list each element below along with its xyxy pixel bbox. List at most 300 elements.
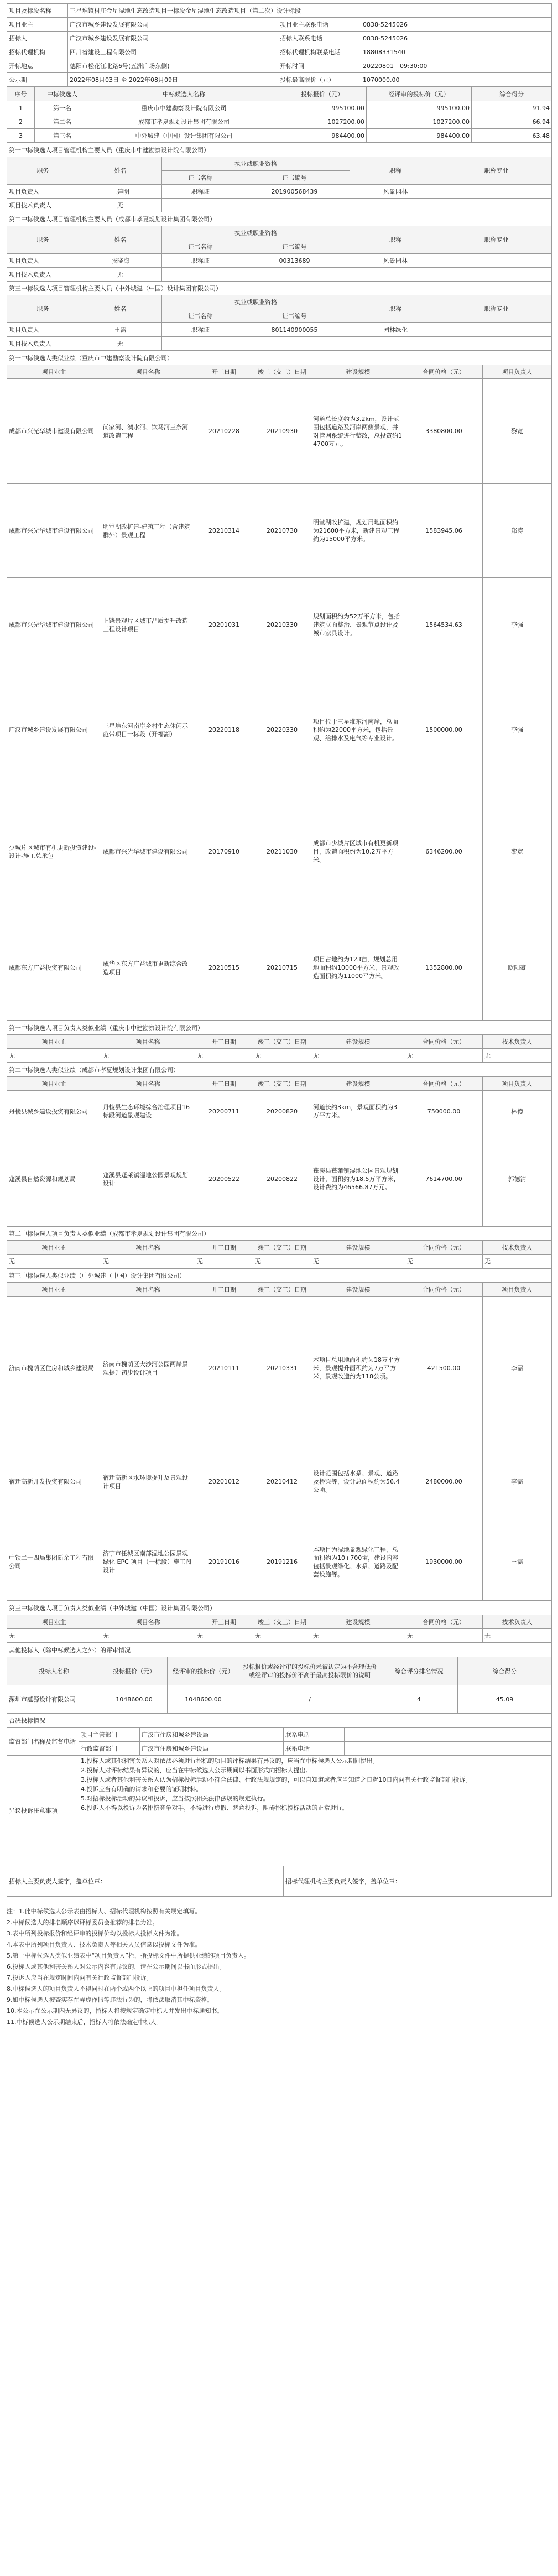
cell: 20200822 — [253, 1132, 311, 1226]
col-manager: 项目负责人 — [483, 365, 552, 379]
cell: 无 — [311, 1255, 405, 1268]
col-pos: 职务 — [7, 157, 79, 185]
col-start: 开工日期 — [195, 1035, 253, 1049]
owner-phone-label: 项目业主联系电话 — [278, 18, 361, 32]
cell: 801140900055 — [239, 323, 350, 337]
cell: 无 — [79, 268, 162, 282]
cell: 河道长约3km，景观面积约为3万平方米。 — [311, 1091, 405, 1132]
col-rank: 中标候选人 — [35, 87, 90, 101]
owner-phone-value: 0838-5245026 — [361, 18, 552, 32]
table-row — [7, 1440, 552, 1523]
col-major: 职称专业 — [441, 295, 552, 323]
col-cert-name: 证书名称 — [162, 240, 239, 254]
cell: 20210412 — [253, 1440, 311, 1523]
cell: 无 — [101, 1255, 195, 1268]
other-title: 其他投标人（除中标候选人之外）的评审情况 — [7, 1643, 552, 1657]
supervision-table — [7, 1727, 552, 1897]
cell: 宿迁高新开发投资有限公司 — [7, 1440, 101, 1523]
cell: 1352800.00 — [405, 915, 483, 1021]
owner-label: 项目业主 — [7, 18, 68, 32]
project-name-label: 项目及标段名称 — [7, 4, 68, 18]
dept2-label: 行政监督部门 — [79, 1742, 140, 1756]
col-tech: 技术负责人 — [483, 1241, 552, 1255]
cell: 2480000.00 — [405, 1440, 483, 1523]
col-cert-name: 证书名称 — [162, 309, 239, 323]
col-scale: 建设规模 — [311, 1615, 405, 1629]
cell: 20210715 — [253, 915, 311, 1021]
table-row — [7, 268, 552, 282]
reject-label: 否决投标情况 — [7, 1714, 101, 1727]
cell: 成都东方广益投资有限公司 — [7, 915, 101, 1021]
cell: 广汉市城乡建设发展有限公司 — [7, 672, 101, 788]
cell: 750000.00 — [405, 1091, 483, 1132]
cell: 无 — [311, 1629, 405, 1643]
agent-sign: 招标人主要负责人签字，盖单位章： — [7, 1866, 284, 1897]
complaint-item: 2.投标人对评标结果有异议的，应当在中标候选人公示期间以书面形式向招标人提出。 — [81, 1767, 312, 1774]
cell — [350, 268, 441, 282]
cell: 中外城建（中国）设计集团有限公司 — [90, 129, 278, 143]
note-item: 6.投标人或其他利害关系人对公示内容有异议的，请在公示期间以书面形式提出。 — [7, 1963, 226, 1970]
col-owner: 项目业主 — [7, 1283, 101, 1297]
col-manager: 项目负责人 — [483, 1283, 552, 1297]
dept2-phone-label: 联系电话 — [284, 1742, 345, 1756]
col-manager: 项目负责人 — [483, 1077, 552, 1091]
cell: 职称证 — [162, 254, 239, 268]
col-owner: 项目业主 — [7, 1241, 101, 1255]
cell: 91.94 — [472, 101, 552, 115]
col-scale: 建设规模 — [311, 1241, 405, 1255]
cell: 第一名 — [35, 101, 90, 115]
owner-value: 广汉市城乡建设发展有限公司 — [68, 18, 278, 32]
cell: 20191016 — [195, 1523, 253, 1601]
cell: 丹棱县城乡建设投资有限公司 — [7, 1091, 101, 1132]
col-project: 项目名称 — [101, 1035, 195, 1049]
cell: 项目占地约为123亩，规划总用地面积约10000平方米，景观改造面积约为11000平方米。 — [311, 915, 405, 1021]
cell: 20210111 — [195, 1297, 253, 1440]
cell: 无 — [7, 1255, 101, 1268]
cell: 无 — [405, 1255, 483, 1268]
cell — [441, 185, 552, 199]
cell: 无 — [405, 1049, 483, 1063]
cell: 1027200.00 — [278, 115, 367, 129]
cell: 黎宽 — [483, 788, 552, 915]
col-scale: 建设规模 — [311, 1077, 405, 1091]
cell: 重庆市中建勘察设计院有限公司 — [90, 101, 278, 115]
place-value: 德阳市松花江北路6号(五洲广场东侧) — [68, 59, 278, 73]
cell: 无 — [483, 1629, 552, 1643]
place-label: 开标地点 — [7, 59, 68, 73]
note-item: 11.中标候选人公示期结束后，招标人将依法确定中标人。 — [7, 2018, 163, 2026]
cell: 1048600.00 — [168, 1685, 239, 1714]
cell: 职称证 — [162, 185, 239, 199]
agent-label: 招标人 — [7, 32, 68, 45]
cell — [441, 254, 552, 268]
cell: 无 — [483, 1049, 552, 1063]
col-cert: 执业或职业资格 — [162, 295, 350, 309]
cell: 项目负责人 — [7, 185, 79, 199]
other-bidders-table — [7, 1643, 552, 1727]
table-row — [7, 129, 552, 143]
cell: 无 — [7, 1049, 101, 1063]
perf1-title: 第一中标候选人类似业绩（重庆市中建勘察设计院有限公司） — [7, 351, 552, 365]
col-tech: 技术负责人 — [483, 1035, 552, 1049]
table-row — [7, 101, 552, 115]
perf5-title: 第三中标候选人类似业绩（中外城建（中国）设计集团有限公司） — [7, 1269, 552, 1283]
cell: 少城片区城市有机更新投资建设-设计-施工总承包 — [7, 788, 101, 915]
cell: 421500.00 — [405, 1297, 483, 1440]
cell — [350, 199, 441, 212]
col-price: 合同价格（元） — [405, 1035, 483, 1049]
cell: 王需 — [79, 323, 162, 337]
cell: 20210331 — [253, 1297, 311, 1440]
cell: 20211030 — [253, 788, 311, 915]
col-tech: 技术负责人 — [483, 1615, 552, 1629]
note-item: 3.表中所列投标报价和经评审的投标价均以投标人投标文件为准。 — [7, 1930, 183, 1937]
cell: 风景园林 — [350, 185, 441, 199]
col-start: 开工日期 — [195, 1077, 253, 1091]
cell: 成华区东方广益城市更新综合改造项目 — [101, 915, 195, 1021]
complaint-item: 5.对招标投标活动的异议和投诉，应当按照相关法律法规的规定执行。 — [81, 1795, 269, 1802]
cell: 明堂湖改扩建，规划用地面积约为21600平方米，新建景观工程约为15000平方米。 — [311, 484, 405, 578]
col-seq: 序号 — [7, 87, 35, 101]
cell: 无 — [253, 1629, 311, 1643]
complaint-label: 异议投诉注意事项 — [7, 1756, 79, 1866]
col-owner: 项目业主 — [7, 365, 101, 379]
complaint-item: 1.投标人或其他利害关系人对依法必须进行招标的项目的评标结果有异议的，应当在中标候选人公示期间提出。 — [81, 1757, 379, 1765]
agent-phone-value: 0838-5245026 — [361, 32, 552, 45]
col-project: 项目名称 — [101, 1283, 195, 1297]
complaint-item: 6.投诉人不得以投诉为名排挤竞争对手，不得进行虚假、恶意投诉，阻碍招标投标活动的正常进行。 — [81, 1804, 348, 1812]
cell: 成都市少城片区城市有机更新项目，改造面积约为10.2万平方米。 — [311, 788, 405, 915]
cell: 2 — [7, 115, 35, 129]
cell — [239, 199, 350, 212]
cell: 园林绿化 — [350, 323, 441, 337]
cell: 20210730 — [253, 484, 311, 578]
table-row — [7, 199, 552, 212]
table-row — [7, 1523, 552, 1601]
perf6-table — [7, 1601, 552, 1643]
cell: 无 — [195, 1255, 253, 1268]
col-cert-no: 证书编号 — [239, 309, 350, 323]
col-bid: 投标报价（元） — [101, 1657, 168, 1685]
col-end: 竣工（交工）日期 — [253, 365, 311, 379]
col-end: 竣工（交工）日期 — [253, 1241, 311, 1255]
table-row — [7, 578, 552, 672]
time-value: 20220801－09:30:00 — [361, 59, 552, 73]
table-row — [7, 1049, 552, 1063]
cell: 本项目为湿地景观绿化工程，总面积约为10+700亩，建设内容包括景观绿化、水系、道路及配套设施等。 — [311, 1523, 405, 1601]
col-project: 项目名称 — [101, 1241, 195, 1255]
note-item: 2.中标候选人的排名顺序以评标委员会推荐的排名为准。 — [7, 1919, 159, 1926]
col-cert-no: 证书编号 — [239, 171, 350, 185]
perf6-title: 第三中标候选人项目负责人类似业绩（中外城建（中国）设计集团有限公司） — [7, 1601, 552, 1615]
note-item: 注：1.此中标候选人公示表由招标人、招标代理机构按照有关规定填写。 — [7, 1908, 201, 1915]
cell: 4 — [380, 1685, 458, 1714]
complaint-item: 4.投诉应当有明确的请求和必要的证明材料。 — [81, 1786, 202, 1793]
col-title: 职称 — [350, 157, 441, 185]
table-row — [7, 379, 552, 484]
cell — [239, 337, 350, 351]
leaders-sec3: 第三中标候选人项目管理机构主要人员（中外城建（中国）设计集团有限公司） — [7, 282, 552, 295]
cell: 1048600.00 — [101, 1685, 168, 1714]
cell — [441, 323, 552, 337]
cell: 上饶景观片区城市品质提升改造工程设计项目 — [101, 578, 195, 672]
announcement-page — [7, 3, 551, 2027]
col-rank: 综合评分排名情况 — [380, 1657, 458, 1685]
col-cert-name: 证书名称 — [162, 171, 239, 185]
cell: 无 — [311, 1049, 405, 1063]
cell: 设计范围包括水系、景观、道路及桥梁等，设计总面积约为56.4公顷。 — [311, 1440, 405, 1523]
table-row — [7, 484, 552, 578]
col-project: 项目名称 — [101, 1077, 195, 1091]
cell: 项目技术负责人 — [7, 268, 79, 282]
col-price: 合同价格（元） — [405, 1241, 483, 1255]
col-reviewed: 经评审的投标价（元） — [367, 87, 472, 101]
cell: 20170910 — [195, 788, 253, 915]
cell: 1583945.06 — [405, 484, 483, 578]
supervise-label: 监督部门名称及监督电话 — [7, 1728, 79, 1756]
period-value: 2022年08月03日 至 2022年08月09日 — [68, 73, 278, 87]
cell: 规划面积约为52万平方米，包括建筑立面整治、景观节点设计及城市家具设计。 — [311, 578, 405, 672]
cell: 蓬溪县蓬莱镇湿地公园景观规划设计 — [101, 1132, 195, 1226]
col-score: 综合得分 — [458, 1657, 552, 1685]
cell: 成都市兴光华城市建设有限公司 — [7, 379, 101, 484]
cell: 00313689 — [239, 254, 350, 268]
cell: 7614700.00 — [405, 1132, 483, 1226]
leaders-sec1: 第一中标候选人项目管理机构主要人员（重庆市中建勘察设计院有限公司） — [7, 143, 552, 157]
cell: 20200711 — [195, 1091, 253, 1132]
col-price: 合同价格（元） — [405, 365, 483, 379]
perf2-title: 第一中标候选人项目负责人类似业绩（重庆市中建勘察设计院有限公司） — [7, 1021, 552, 1035]
cell: 三星堆东河南岸乡村生态休闲示范带项目一标段（开福湖） — [101, 672, 195, 788]
cell: 蓬溪县蓬莱镇湿地公园景观规划设计，面积约为18.5万平方米，设计费约为46566.87万元。 — [311, 1132, 405, 1226]
table-row — [7, 115, 552, 129]
agent-phone-label: 招标人联系电话 — [278, 32, 361, 45]
col-major: 职称专业 — [441, 157, 552, 185]
cell: 张晓海 — [79, 254, 162, 268]
cell: 无 — [7, 1629, 101, 1643]
col-scale: 建设规模 — [311, 1035, 405, 1049]
cell: 无 — [101, 1629, 195, 1643]
table-row — [7, 254, 552, 268]
cell: 3380800.00 — [405, 379, 483, 484]
cell: 王建明 — [79, 185, 162, 199]
table-row — [7, 185, 552, 199]
table-row — [7, 323, 552, 337]
col-owner: 项目业主 — [7, 1035, 101, 1049]
col-reviewed: 经评审的投标价（元） — [168, 1657, 239, 1685]
cell: 无 — [253, 1255, 311, 1268]
cell: 李需 — [483, 1440, 552, 1523]
col-cert: 执业或职业资格 — [162, 157, 350, 171]
cell: 66.94 — [472, 115, 552, 129]
perf5-table — [7, 1268, 552, 1601]
col-end: 竣工（交工）日期 — [253, 1283, 311, 1297]
col-pos: 职务 — [7, 226, 79, 254]
cell: 济南市槐荫区住房和城乡建设局 — [7, 1297, 101, 1440]
cell: 45.09 — [458, 1685, 552, 1714]
col-score: 综合得分 — [472, 87, 552, 101]
table-row — [7, 1685, 552, 1714]
dept1-phone — [345, 1728, 552, 1742]
perf2-table — [7, 1021, 552, 1063]
cell — [350, 337, 441, 351]
col-title: 职称 — [350, 226, 441, 254]
period-label: 公示期 — [7, 73, 68, 87]
cell — [441, 199, 552, 212]
col-note: 投标报价或经评审的投标价未被认定为不合理低价或经评审的投标价不高于最高投标限价的说明 — [239, 1657, 380, 1685]
cell: 明堂湖改扩建-建筑工程（含建筑群外）景观工程 — [101, 484, 195, 578]
cell: 20210330 — [253, 578, 311, 672]
cell: 河道总长度约为3.2km，设计范围包括道路及河岸两侧景观，并对管网系统进行整改，总投资约14700万元。 — [311, 379, 405, 484]
col-major: 职称专业 — [441, 226, 552, 254]
perf3-title: 第二中标候选人类似业绩（成都市孝夏规划设计集团有限公司） — [7, 1063, 552, 1077]
col-pos: 职务 — [7, 295, 79, 323]
cell: 项目位于三星堆东河南岸，总面积约为22000平方米，包括景观、给排水及电气等专业设计。 — [311, 672, 405, 788]
perf4-title: 第二中标候选人项目负责人类似业绩（成都市孝夏规划设计集团有限公司） — [7, 1227, 552, 1241]
note-item: 10.本公示在公示期内无异议的，招标人将按规定确定中标人并发出中标通知书。 — [7, 2007, 223, 2015]
project-name: 三星堆镇村庄金星湿地生态改造项目一标段金星湿地生态改造项目（第二次）设计标段 — [68, 4, 552, 18]
cell: 项目负责人 — [7, 254, 79, 268]
table-row — [7, 1255, 552, 1268]
note-item: 8.中标候选人的项目负责人不得同时在两个或两个以上的项目中担任项目负责人。 — [7, 1985, 226, 1992]
cell: 1930000.00 — [405, 1523, 483, 1601]
cell: 成都市孝夏规划设计集团有限公司 — [90, 115, 278, 129]
col-owner: 项目业主 — [7, 1077, 101, 1091]
col-bid: 投标报价（元） — [278, 87, 367, 101]
cell: 1027200.00 — [367, 115, 472, 129]
cell: 995100.00 — [278, 101, 367, 115]
col-price: 合同价格（元） — [405, 1615, 483, 1629]
notes — [7, 1907, 551, 2027]
col-candidate: 中标候选人名称 — [90, 87, 278, 101]
col-project: 项目名称 — [101, 365, 195, 379]
cell: 济南市槐荫区大沙河公园两岸景观提升初步设计项目 — [101, 1297, 195, 1440]
candidates-table — [7, 87, 552, 143]
cell: 项目技术负责人 — [7, 337, 79, 351]
col-start: 开工日期 — [195, 1615, 253, 1629]
cell: 黎宽 — [483, 379, 552, 484]
cell — [162, 268, 239, 282]
agent-value: 广汉市城乡建设发展有限公司 — [68, 32, 278, 45]
col-end: 竣工（交工）日期 — [253, 1615, 311, 1629]
cell: 无 — [79, 199, 162, 212]
cell: 郑涛 — [483, 484, 552, 578]
col-cert: 执业或职业资格 — [162, 226, 350, 240]
cell: 20210515 — [195, 915, 253, 1021]
proxy-label: 招标代理机构 — [7, 45, 68, 59]
cell: 3 — [7, 129, 35, 143]
cell — [239, 268, 350, 282]
cell: 无 — [195, 1049, 253, 1063]
proxy-phone-value: 18808331540 — [361, 45, 552, 59]
proxy-sign: 招标代理机构主要负责人签字，盖单位章： — [284, 1866, 552, 1897]
col-start: 开工日期 — [195, 365, 253, 379]
cell: 丹棱县生态环境综合治理项目16标段河道景观建设 — [101, 1091, 195, 1132]
table-row — [7, 1091, 552, 1132]
cell: 20220118 — [195, 672, 253, 788]
col-end: 竣工（交工）日期 — [253, 1077, 311, 1091]
cell — [162, 337, 239, 351]
col-bidder: 投标人名称 — [7, 1657, 101, 1685]
leaders-table — [7, 143, 552, 351]
cell: / — [239, 1685, 380, 1714]
cell: 成都市兴光华城市建设有限公司 — [101, 788, 195, 915]
dept2-phone — [345, 1742, 552, 1756]
cell — [441, 268, 552, 282]
cell: 项目负责人 — [7, 323, 79, 337]
table-row — [7, 672, 552, 788]
price-value: 1070000.00 — [361, 73, 552, 87]
cell: 20191216 — [253, 1523, 311, 1601]
cell: 1564534.63 — [405, 578, 483, 672]
cell: 成都市兴光华城市建设有限公司 — [7, 484, 101, 578]
col-cert-no: 证书编号 — [239, 240, 350, 254]
cell: 林德 — [483, 1091, 552, 1132]
cell: 无 — [101, 1049, 195, 1063]
cell: 欧阳豪 — [483, 915, 552, 1021]
cell: 本项目总用地面积约为18万平方米，景观提升面积约为7万平方米，景观改造约为118公顷。 — [311, 1297, 405, 1440]
dept2-value: 广汉市住房和城乡建设局 — [140, 1742, 284, 1756]
cell: 20220330 — [253, 672, 311, 788]
col-owner: 项目业主 — [7, 1615, 101, 1629]
complaint-text — [79, 1756, 552, 1866]
cell: 郭德清 — [483, 1132, 552, 1226]
note-item: 4.本表中所列项目负责人、技术负责人等相关人员信息以投标文件为准。 — [7, 1941, 201, 1948]
cell: 中铁二十四局集团新余工程有限公司 — [7, 1523, 101, 1601]
cell: 63.48 — [472, 129, 552, 143]
cell: 无 — [405, 1629, 483, 1643]
cell: 项目技术负责人 — [7, 199, 79, 212]
table-row — [7, 1297, 552, 1440]
proxy-value: 四川省建设工程有限公司 — [68, 45, 278, 59]
cell: 20210228 — [195, 379, 253, 484]
cell: 984400.00 — [367, 129, 472, 143]
cell: 尚家河、漓水河、饮马河三条河道改造工程 — [101, 379, 195, 484]
col-title: 职称 — [350, 295, 441, 323]
complaint-item: 3.投标人或者其他利害关系人认为招标投标活动不符合法律、行政法规规定的，可以自知道或者应当知道之日起10日内向有关行政监督部门投诉。 — [81, 1776, 472, 1783]
col-end: 竣工（交工）日期 — [253, 1035, 311, 1049]
dept1-value: 广汉市住房和城乡建设局 — [140, 1728, 284, 1742]
dept1-label: 项目主管部门 — [79, 1728, 140, 1742]
cell: 20201031 — [195, 578, 253, 672]
cell: 无 — [253, 1049, 311, 1063]
note-item: 5.第一中标候选人类似业绩表中“项目负责人”栏，指投标文件中所提供业绩的项目负责人。 — [7, 1952, 250, 1959]
cell: 李需 — [483, 1297, 552, 1440]
cell: 风景园林 — [350, 254, 441, 268]
col-name: 姓名 — [79, 226, 162, 254]
cell: 1500000.00 — [405, 672, 483, 788]
note-item: 9.如中标候选人被查实存在弄虚作假等违法行为的，将依法取消其中标资格。 — [7, 1996, 213, 2003]
cell: 1 — [7, 101, 35, 115]
time-label: 开标时间 — [278, 59, 361, 73]
reject-value — [101, 1714, 552, 1727]
col-project: 项目名称 — [101, 1615, 195, 1629]
table-row — [7, 1629, 552, 1643]
cell: 无 — [195, 1629, 253, 1643]
cell: 无 — [79, 337, 162, 351]
col-scale: 建设规模 — [311, 1283, 405, 1297]
cell: 984400.00 — [278, 129, 367, 143]
cell: 无 — [483, 1255, 552, 1268]
cell: 20210314 — [195, 484, 253, 578]
perf4-table — [7, 1226, 552, 1268]
cell: 20200522 — [195, 1132, 253, 1226]
table-row — [7, 788, 552, 915]
cell: 李强 — [483, 578, 552, 672]
cell: 李强 — [483, 672, 552, 788]
cell — [162, 199, 239, 212]
